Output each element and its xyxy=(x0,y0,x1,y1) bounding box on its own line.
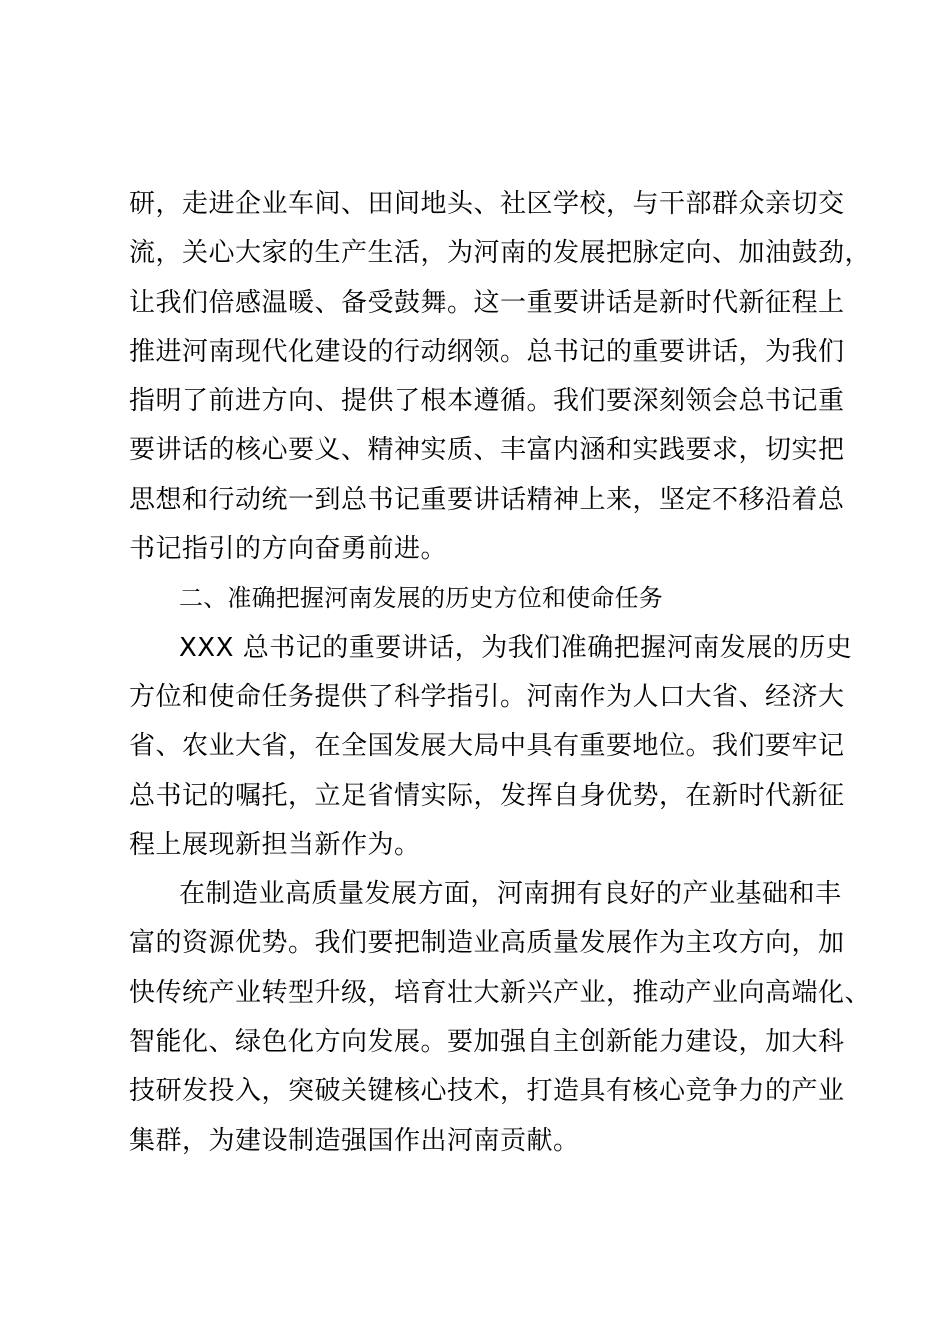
paragraph-line: 指明了前进方向、提供了根本遵循。我们要深刻领会总书记重 xyxy=(129,386,845,417)
paragraph-line: 省、农业大省，在全国发展大局中具有重要地位。我们要牢记 xyxy=(129,731,845,762)
section-heading: 二、准确把握河南发展的历史方位和使命任务 xyxy=(179,584,663,613)
paragraph-line: 推进河南现代化建设的行动纲领。总书记的重要讲话，为我们 xyxy=(129,336,845,367)
paragraph-line: 技研发投入，突破关键核心技术，打造具有核心竞争力的产业 xyxy=(129,1076,845,1107)
paragraph-line: 研，走进企业车间、田间地头、社区学校，与干部群众亲切交 xyxy=(129,189,845,219)
paragraph-line: 总书记的嘱托，立足省情实际，发挥自身优势，在新时代新征 xyxy=(129,780,845,811)
paragraph-line: 在制造业高质量发展方面，河南拥有良好的产业基础和丰 xyxy=(179,879,842,910)
paragraph-line: 程上展现新担当新作为。 xyxy=(129,829,421,860)
document-body xyxy=(129,180,872,1166)
paragraph-line: 智能化、绿色化方向发展。要加强自主创新能力建设，加大科 xyxy=(129,1027,845,1058)
paragraph-line: XXX 总书记的重要讲话，为我们准确把握河南发展的历史 xyxy=(179,632,853,663)
paragraph-line: 富的资源优势。我们要把制造业高质量发展作为主攻方向，加 xyxy=(129,928,845,959)
paragraph-line: 流，关心大家的生产生活，为河南的发展把脉定向、加油鼓劲， xyxy=(129,238,872,269)
paragraph-line: 思想和行动统一到总书记重要讲话精神上来，坚定不移沿着总 xyxy=(129,484,845,515)
paragraph-line: 要讲话的核心要义、精神实质、丰富内涵和实践要求，切实把 xyxy=(129,435,845,466)
paragraph-line: 书记指引的方向奋勇前进。 xyxy=(129,534,448,565)
paragraph-line: 让我们倍感温暖、备受鼓舞。这一重要讲话是新时代新征程上 xyxy=(129,287,845,318)
paragraph-line: 方位和使命任务提供了科学指引。河南作为人口大省、经济大 xyxy=(129,681,845,712)
paragraph-line: 快传统产业转型升级，培育壮大新兴产业，推动产业向高端化、 xyxy=(129,977,872,1008)
paragraph-line: 集群，为建设制造强国作出河南贡献。 xyxy=(129,1125,580,1156)
